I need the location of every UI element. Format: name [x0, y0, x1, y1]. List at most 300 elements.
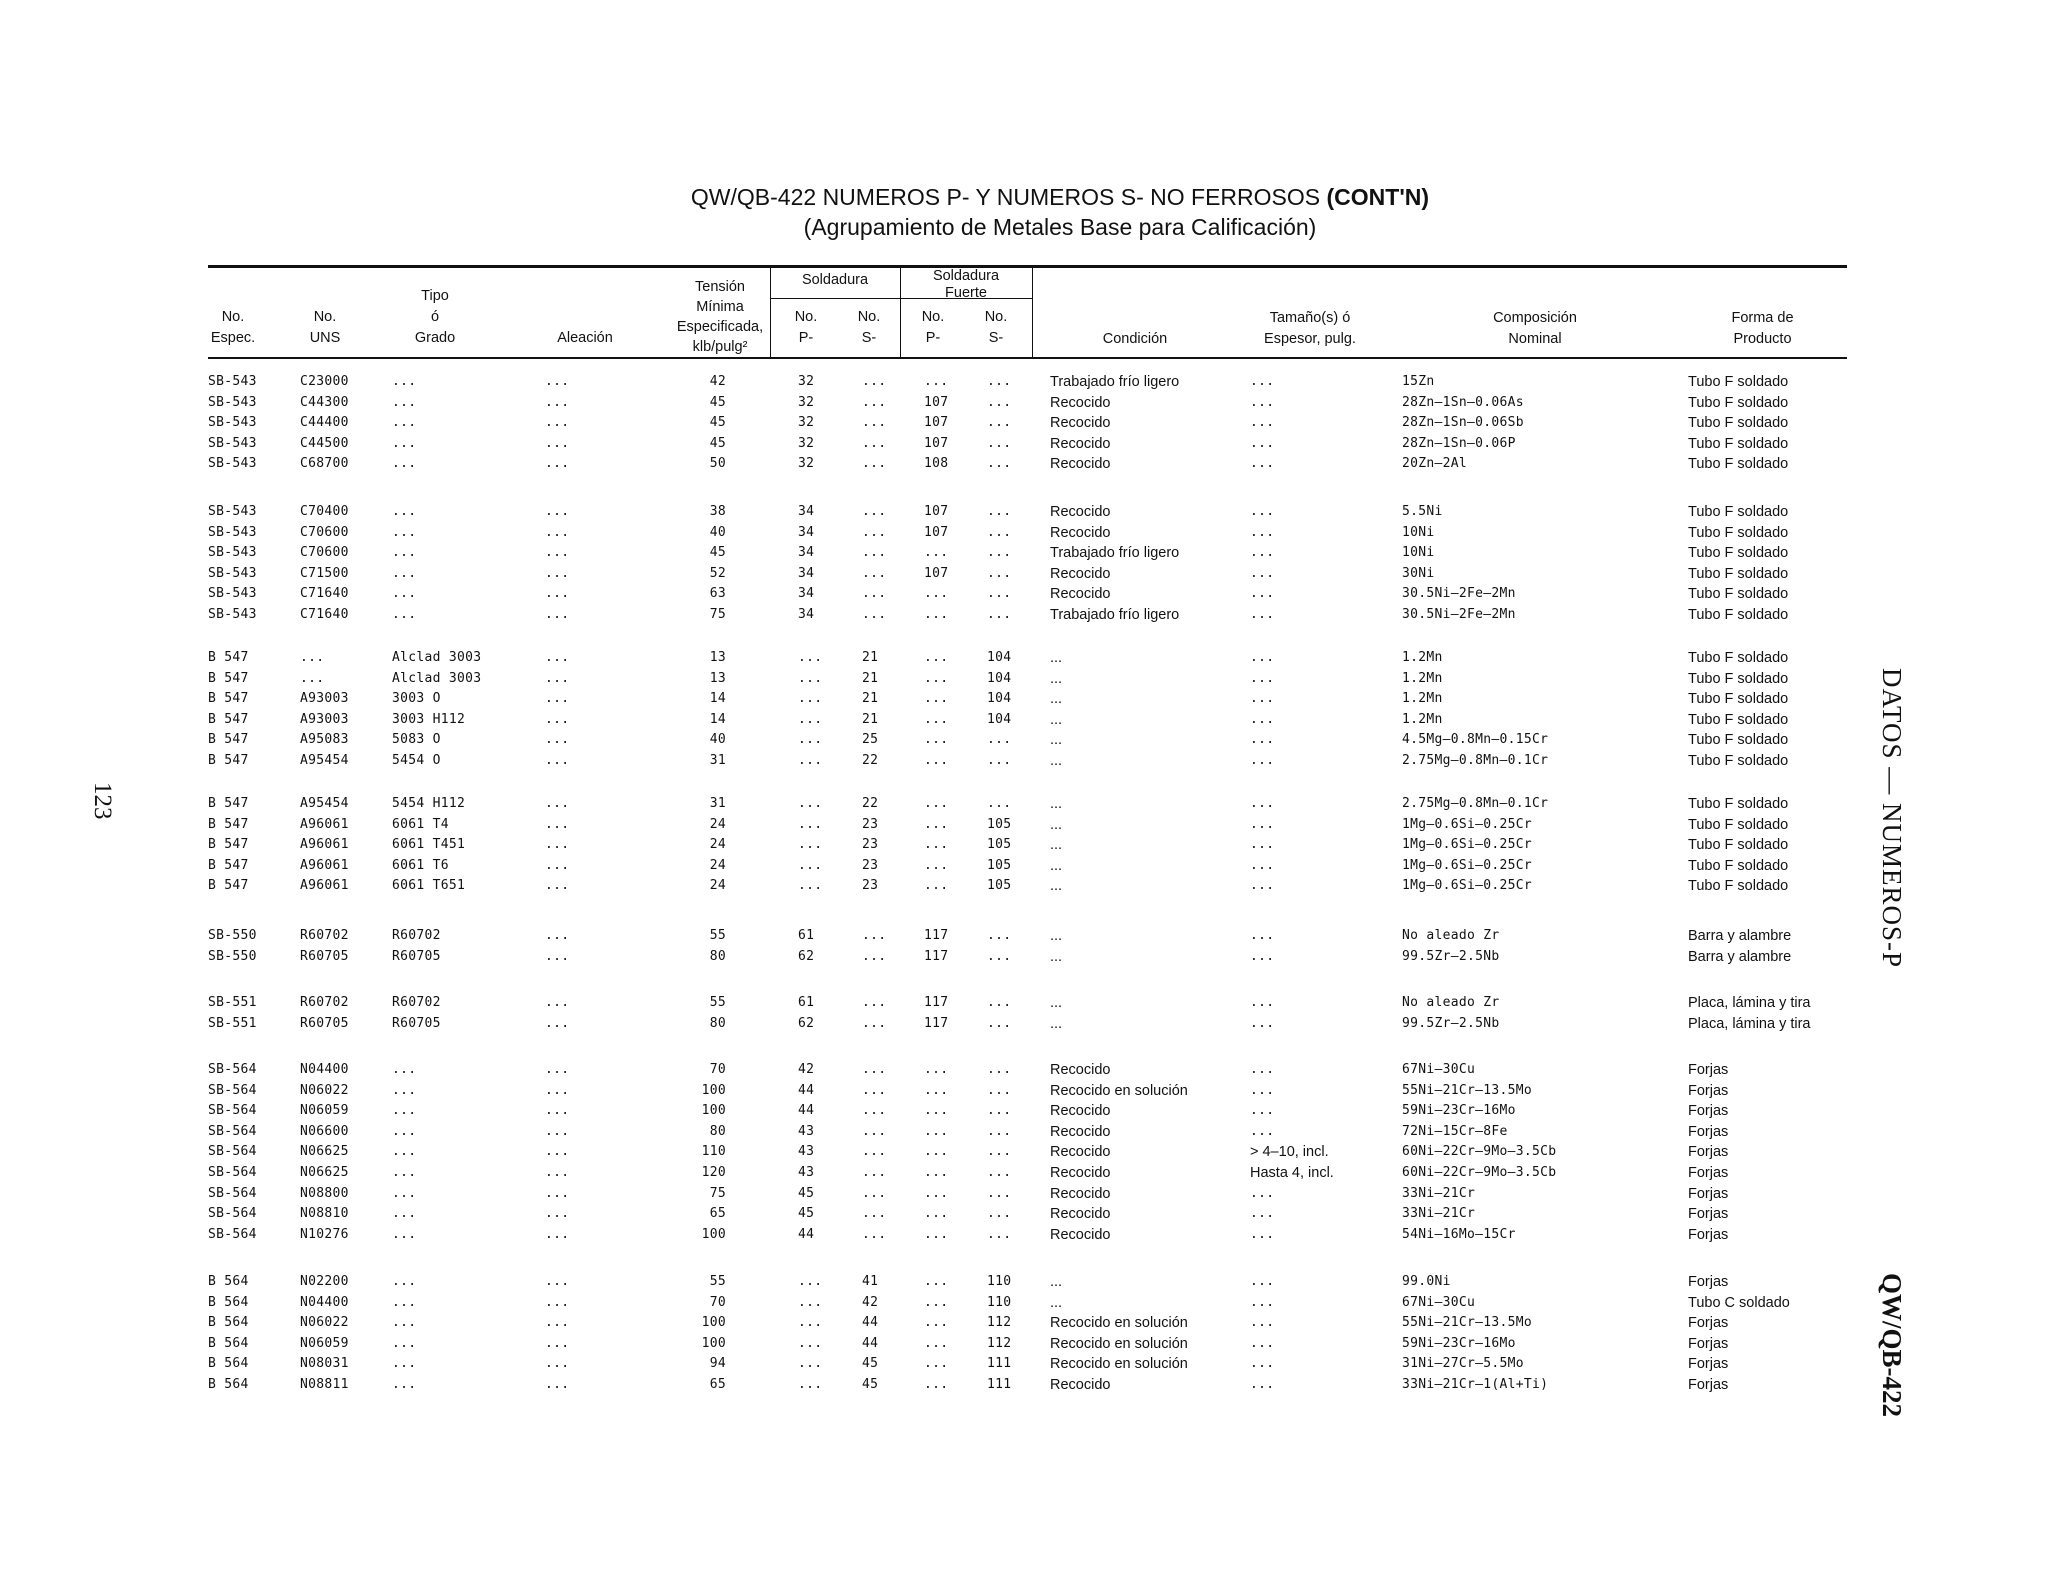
cell-ss: ... [862, 1103, 887, 1119]
cell-spec: SB-543 [208, 565, 257, 581]
cell-tamano: ... [1250, 1274, 1275, 1289]
cell-fs: ... [987, 995, 1012, 1010]
cell-sp: 32 [798, 415, 815, 431]
cell-tamano: ... [1250, 1015, 1275, 1031]
cell-spec: SB-543 [208, 504, 257, 519]
cell-forma: Forjas [1688, 1377, 1729, 1393]
cell-forma: Tubo F soldado [1688, 670, 1789, 687]
cell-tamano: ... [1250, 1294, 1275, 1310]
cell-fs: ... [987, 1103, 1012, 1119]
cell-comp: 1Mg–0.6Si–0.25Cr [1402, 878, 1533, 894]
cell-tamano: ... [1250, 1206, 1275, 1222]
cell-spec: SB-550 [208, 948, 257, 964]
table-row [0, 1334, 2000, 1354]
cell-fp: ... [924, 670, 949, 686]
cell-spec: SB-564 [208, 1082, 257, 1098]
cell-tipo: ... [392, 1356, 417, 1372]
table-row [0, 835, 2000, 855]
table-row [0, 1014, 2000, 1034]
cell-sp: 44 [798, 1082, 815, 1098]
cell-comp: 10Ni [1402, 524, 1435, 540]
cell-forma: Forjas [1688, 1123, 1729, 1140]
cell-spec: SB-564 [208, 1165, 257, 1180]
cell-spec: SB-551 [208, 995, 257, 1010]
cell-tamano: ... [1250, 1377, 1275, 1392]
cell-comp: 30.5Ni–2Fe–2Mn [1402, 607, 1516, 622]
cell-forma: Forjas [1688, 1356, 1729, 1373]
cell-forma: Tubo F soldado [1688, 691, 1789, 708]
cell-fp: ... [924, 1315, 949, 1331]
cell-aleacion: ... [545, 1015, 570, 1031]
cell-tipo: ... [392, 1185, 417, 1201]
cell-ss: 42 [862, 1294, 879, 1310]
cell-aleacion: ... [545, 857, 570, 873]
header-soldadura-fuerte: Soldadura Fuerte [932, 268, 1000, 301]
cell-comp: 20Zn–2Al [1402, 456, 1468, 472]
header-divider [1032, 267, 1033, 357]
cell-spec: SB-543 [208, 545, 257, 561]
cell-comp: 67Ni–30Cu [1402, 1062, 1476, 1077]
cell-uns: N02200 [300, 1274, 349, 1289]
cell-fs: 105 [987, 816, 1012, 832]
cell-aleacion: ... [545, 650, 570, 665]
cell-forma: Tubo F soldado [1688, 650, 1789, 666]
cell-condicion: Recocido [1050, 1226, 1111, 1243]
cell-uns: N06059 [300, 1335, 349, 1351]
cell-uns: A93003 [300, 711, 349, 727]
cell-tipo: Alclad 3003 [392, 650, 482, 665]
cell-spec: B 547 [208, 837, 249, 853]
cell-tamano: ... [1250, 670, 1275, 686]
table-row [0, 523, 2000, 543]
cell-fp: ... [924, 1185, 949, 1201]
cell-fp: 107 [924, 415, 949, 431]
cell-ss: ... [862, 456, 887, 472]
cell-tamano: ... [1250, 456, 1275, 472]
cell-comp: No aleado Zr [1402, 995, 1500, 1010]
cell-sp: 43 [798, 1165, 815, 1180]
cell-comp: 30.5Ni–2Fe–2Mn [1402, 586, 1516, 602]
cell-sp: 32 [798, 435, 815, 451]
cell-tension: 75 [709, 607, 726, 622]
cell-condicion: ... [1050, 928, 1063, 944]
cell-ss: ... [862, 1206, 887, 1222]
cell-uns: R60705 [300, 948, 349, 964]
cell-condicion: ... [1050, 670, 1063, 687]
cell-fs: 104 [987, 711, 1012, 727]
cell-aleacion: ... [545, 607, 570, 622]
cell-forma: Tubo F soldado [1688, 837, 1789, 854]
cell-comp: No aleado Zr [1402, 928, 1500, 943]
cell-tipo: ... [392, 565, 417, 581]
table-row [0, 502, 2000, 522]
cell-forma: Tubo F soldado [1688, 394, 1789, 411]
table-row [0, 730, 2000, 750]
cell-aleacion: ... [545, 394, 570, 410]
cell-ss: 45 [862, 1356, 879, 1372]
cell-ss: 41 [862, 1274, 879, 1289]
cell-forma: Tubo F soldado [1688, 415, 1789, 432]
cell-sp: ... [798, 650, 823, 665]
cell-uns: ... [300, 650, 325, 665]
cell-fp: ... [924, 1335, 949, 1351]
cell-ss: ... [862, 565, 887, 581]
cell-condicion: Recocido [1050, 524, 1111, 541]
cell-tamano: ... [1250, 1335, 1275, 1351]
cell-tension: 80 [709, 1123, 726, 1139]
cell-aleacion: ... [545, 524, 570, 540]
cell-tipo: R60702 [392, 928, 441, 943]
cell-fp: 117 [924, 948, 949, 964]
cell-fs: 105 [987, 857, 1012, 873]
cell-comp: 1.2Mn [1402, 650, 1443, 665]
cell-aleacion: ... [545, 1185, 570, 1201]
cell-tamano: ... [1250, 435, 1275, 451]
cell-spec: SB-564 [208, 1062, 257, 1077]
table-row [0, 876, 2000, 896]
cell-condicion: Recocido [1050, 394, 1111, 411]
cell-condicion: ... [1050, 1274, 1063, 1290]
cell-forma: Forjas [1688, 1062, 1729, 1078]
cell-tamano: ... [1250, 796, 1275, 811]
cell-tipo: ... [392, 1315, 417, 1331]
cell-fp: ... [924, 1206, 949, 1222]
cell-aleacion: ... [545, 1082, 570, 1098]
cell-comp: 28Zn–1Sn–0.06As [1402, 394, 1524, 410]
cell-uns: ... [300, 670, 325, 686]
cell-aleacion: ... [545, 837, 570, 853]
cell-ss: ... [862, 394, 887, 410]
cell-sp: ... [798, 837, 823, 853]
cell-tension: 100 [701, 1315, 726, 1331]
cell-uns: R60705 [300, 1015, 349, 1031]
cell-aleacion: ... [545, 948, 570, 964]
cell-tension: 94 [709, 1356, 726, 1372]
cell-tension: 38 [709, 504, 726, 519]
header-forma-producto: Forma de Producto [1731, 310, 1794, 347]
cell-sp: ... [798, 816, 823, 832]
cell-tension: 100 [701, 1226, 726, 1242]
table-row [0, 1313, 2000, 1333]
cell-forma: Forjas [1688, 1226, 1729, 1243]
cell-fs: ... [987, 732, 1012, 748]
cell-comp: 15Zn [1402, 374, 1435, 389]
cell-fs: ... [987, 753, 1012, 768]
cell-sp: ... [798, 1315, 823, 1331]
cell-aleacion: ... [545, 1294, 570, 1310]
cell-condicion: Recocido [1050, 565, 1111, 582]
cell-sp: 62 [798, 948, 815, 964]
cell-fp: ... [924, 857, 949, 873]
header-fuerte-s: No. S- [984, 309, 1008, 346]
cell-tipo: 5454 H112 [392, 796, 466, 811]
cell-ss: 21 [862, 670, 879, 686]
cell-comp: 33Ni–21Cr–1(Al+Ti) [1402, 1377, 1549, 1392]
cell-fs: ... [987, 394, 1012, 410]
cell-aleacion: ... [545, 1377, 570, 1392]
cell-spec: B 547 [208, 670, 249, 686]
cell-comp: 31Ni–27Cr–5.5Mo [1402, 1356, 1524, 1372]
cell-condicion: Recocido [1050, 1377, 1111, 1393]
cell-sp: 42 [798, 1062, 815, 1077]
cell-aleacion: ... [545, 878, 570, 894]
cell-condicion: Recocido [1050, 1123, 1111, 1140]
cell-tamano: > 4–10, incl. [1250, 1144, 1329, 1161]
cell-uns: A96061 [300, 837, 349, 853]
cell-spec: SB-551 [208, 1015, 257, 1031]
cell-fs: 110 [987, 1294, 1012, 1310]
table-subtitle: (Agrupamiento de Metales Base para Calificación) [803, 214, 1317, 240]
cell-spec: SB-543 [208, 435, 257, 451]
cell-condicion: Recocido en solución [1050, 1335, 1188, 1352]
cell-comp: 33Ni–21Cr [1402, 1206, 1476, 1222]
cell-sp: 44 [798, 1226, 815, 1242]
cell-fs: ... [987, 607, 1012, 622]
cell-fp: ... [924, 837, 949, 853]
cell-condicion: ... [1050, 837, 1063, 854]
cell-spec: SB-543 [208, 524, 257, 540]
cell-aleacion: ... [545, 374, 570, 389]
cell-tension: 45 [709, 435, 726, 451]
cell-forma: Tubo C soldado [1688, 1294, 1790, 1311]
cell-uns: A95454 [300, 753, 349, 768]
cell-forma: Tubo F soldado [1688, 524, 1789, 541]
cell-tipo: 3003 H112 [392, 711, 466, 727]
cell-tamano: ... [1250, 878, 1275, 894]
cell-tipo: ... [392, 456, 417, 472]
cell-forma: Forjas [1688, 1335, 1729, 1352]
cell-fs: ... [987, 504, 1012, 519]
cell-tipo: ... [392, 1082, 417, 1098]
cell-forma: Forjas [1688, 1315, 1729, 1332]
cell-aleacion: ... [545, 565, 570, 581]
cell-fs: ... [987, 1185, 1012, 1201]
cell-uns: N04400 [300, 1294, 349, 1310]
cell-tamano: ... [1250, 565, 1275, 581]
cell-sp: ... [798, 1294, 823, 1310]
cell-aleacion: ... [545, 456, 570, 472]
cell-spec: SB-564 [208, 1226, 257, 1242]
cell-fp: ... [924, 878, 949, 894]
cell-tipo: 3003 O [392, 691, 441, 707]
cell-ss: ... [862, 1082, 887, 1098]
table-row [0, 1184, 2000, 1204]
cell-aleacion: ... [545, 504, 570, 519]
cell-ss: 21 [862, 650, 879, 665]
cell-forma: Forjas [1688, 1103, 1729, 1120]
cell-fs: ... [987, 415, 1012, 431]
cell-fs: ... [987, 435, 1012, 451]
cell-comp: 1.2Mn [1402, 670, 1443, 686]
cell-tipo: 6061 T451 [392, 837, 466, 853]
cell-sp: 32 [798, 374, 815, 389]
cell-fs: 111 [987, 1356, 1012, 1372]
header-no-uns: No. UNS [309, 309, 341, 346]
cell-sp: 32 [798, 456, 815, 472]
cell-condicion: ... [1050, 857, 1063, 874]
cell-fp: ... [924, 586, 949, 602]
cell-tension: 75 [709, 1185, 726, 1201]
cell-spec: B 547 [208, 753, 249, 768]
cell-tension: 42 [709, 374, 726, 389]
cell-condicion: Trabajado frío ligero [1050, 545, 1180, 562]
cell-uns: R60702 [300, 928, 349, 943]
cell-uns: N10276 [300, 1226, 349, 1242]
cell-ss: ... [862, 504, 887, 519]
cell-tipo: ... [392, 435, 417, 451]
cell-condicion: Recocido [1050, 1062, 1111, 1078]
cell-spec: B 547 [208, 816, 249, 832]
cell-uns: C23000 [300, 374, 349, 389]
cell-ss: ... [862, 524, 887, 540]
table-row [0, 947, 2000, 967]
cell-ss: ... [862, 586, 887, 602]
cell-spec: B 564 [208, 1356, 249, 1372]
cell-tipo: 5083 O [392, 732, 441, 748]
table-row [0, 1081, 2000, 1101]
cell-comp: 59Ni–23Cr–16Mo [1402, 1335, 1516, 1351]
table-row [0, 1354, 2000, 1374]
cell-spec: SB-543 [208, 415, 257, 431]
cell-tension: 31 [709, 753, 726, 768]
cell-tension: 55 [709, 1274, 726, 1289]
cell-tipo: ... [392, 374, 417, 389]
cell-fp: ... [924, 1062, 949, 1077]
cell-tamano: ... [1250, 394, 1275, 410]
cell-spec: SB-550 [208, 928, 257, 943]
cell-tension: 55 [709, 995, 726, 1010]
cell-sp: 62 [798, 1015, 815, 1031]
cell-sp: 32 [798, 394, 815, 410]
cell-tipo: ... [392, 1062, 417, 1077]
cell-tamano: ... [1250, 1082, 1275, 1098]
cell-tamano: ... [1250, 415, 1275, 431]
cell-ss: ... [862, 928, 887, 943]
cell-fs: ... [987, 1144, 1012, 1160]
cell-tension: 65 [709, 1377, 726, 1392]
cell-uns: A96061 [300, 816, 349, 832]
cell-aleacion: ... [545, 995, 570, 1010]
table-row [0, 689, 2000, 709]
cell-forma: Forjas [1688, 1206, 1729, 1223]
cell-ss: 22 [862, 796, 879, 811]
cell-condicion: Recocido en solución [1050, 1356, 1188, 1373]
cell-fp: 107 [924, 394, 949, 410]
cell-fs: ... [987, 1206, 1012, 1222]
cell-aleacion: ... [545, 1356, 570, 1372]
cell-uns: C44400 [300, 415, 349, 431]
cell-condicion: ... [1050, 753, 1063, 769]
cell-comp: 33Ni–21Cr [1402, 1185, 1476, 1201]
cell-comp: 72Ni–15Cr–8Fe [1402, 1123, 1508, 1139]
cell-ss: 45 [862, 1377, 879, 1392]
cell-comp: 99.5Zr–2.5Nb [1402, 1015, 1500, 1031]
cell-fs: ... [987, 1123, 1012, 1139]
cell-tension: 13 [709, 670, 726, 686]
cell-condicion: ... [1050, 711, 1063, 728]
table-row [0, 1142, 2000, 1162]
cell-condicion: Recocido [1050, 586, 1111, 603]
cell-tamano: ... [1250, 1062, 1275, 1077]
table-row [0, 454, 2000, 474]
cell-tamano: ... [1250, 816, 1275, 832]
cell-fp: ... [924, 650, 949, 665]
cell-tamano: ... [1250, 374, 1275, 389]
cell-forma: Forjas [1688, 1082, 1729, 1099]
side-section-label: DATOS — NUMEROS-P [1877, 668, 1907, 969]
cell-condicion: ... [1050, 878, 1063, 895]
cell-ss: ... [862, 1015, 887, 1031]
cell-condicion: Recocido [1050, 435, 1111, 452]
table-row [0, 648, 2000, 668]
cell-spec: SB-543 [208, 394, 257, 410]
cell-condicion: Recocido [1050, 1206, 1111, 1223]
cell-spec: B 547 [208, 732, 249, 748]
cell-tipo: ... [392, 1294, 417, 1310]
cell-fp: ... [924, 816, 949, 832]
side-table-label: QW/QB-422 [1877, 1273, 1907, 1418]
cell-sp: ... [798, 1335, 823, 1351]
cell-condicion: Recocido [1050, 415, 1111, 432]
table-row [0, 564, 2000, 584]
table-row [0, 372, 2000, 392]
cell-sp: 61 [798, 928, 815, 943]
cell-aleacion: ... [545, 1226, 570, 1242]
cell-spec: SB-543 [208, 374, 257, 389]
cell-condicion: Recocido [1050, 1144, 1111, 1161]
header-fuerte-p: No. P- [921, 309, 945, 346]
cell-condicion: ... [1050, 796, 1063, 812]
cell-tamano: ... [1250, 607, 1275, 622]
cell-forma: Forjas [1688, 1165, 1729, 1181]
cell-fp: ... [924, 753, 949, 768]
cell-aleacion: ... [545, 816, 570, 832]
cell-tipo: ... [392, 394, 417, 410]
cell-aleacion: ... [545, 732, 570, 748]
cell-tamano: ... [1250, 504, 1275, 519]
cell-aleacion: ... [545, 1123, 570, 1139]
cell-tamano: ... [1250, 650, 1275, 665]
cell-aleacion: ... [545, 1165, 570, 1180]
cell-fp: 107 [924, 565, 949, 581]
header-sold-s: No. S- [857, 309, 881, 346]
cell-tension: 24 [709, 837, 726, 853]
cell-ss: ... [862, 1165, 887, 1180]
cell-aleacion: ... [545, 691, 570, 707]
cell-tamano: ... [1250, 948, 1275, 964]
cell-aleacion: ... [545, 1315, 570, 1331]
cell-fs: ... [987, 796, 1012, 811]
cell-tamano: ... [1250, 586, 1275, 602]
cell-comp: 30Ni [1402, 565, 1435, 581]
cell-ss: 21 [862, 711, 879, 727]
cell-tipo: Alclad 3003 [392, 670, 482, 686]
cell-fp: ... [924, 1144, 949, 1160]
cell-tension: 110 [701, 1144, 726, 1160]
cell-aleacion: ... [545, 1335, 570, 1351]
cell-fp: 108 [924, 456, 949, 472]
cell-condicion: Recocido [1050, 1185, 1111, 1202]
cell-uns: C71640 [300, 607, 349, 622]
cell-tension: 24 [709, 878, 726, 894]
cell-fs: 111 [987, 1377, 1012, 1392]
cell-forma: Tubo F soldado [1688, 545, 1789, 562]
cell-fs: 104 [987, 650, 1012, 665]
cell-uns: N08031 [300, 1356, 349, 1372]
cell-fp: ... [924, 796, 949, 811]
cell-fs: ... [987, 1015, 1012, 1031]
cell-uns: A96061 [300, 878, 349, 894]
